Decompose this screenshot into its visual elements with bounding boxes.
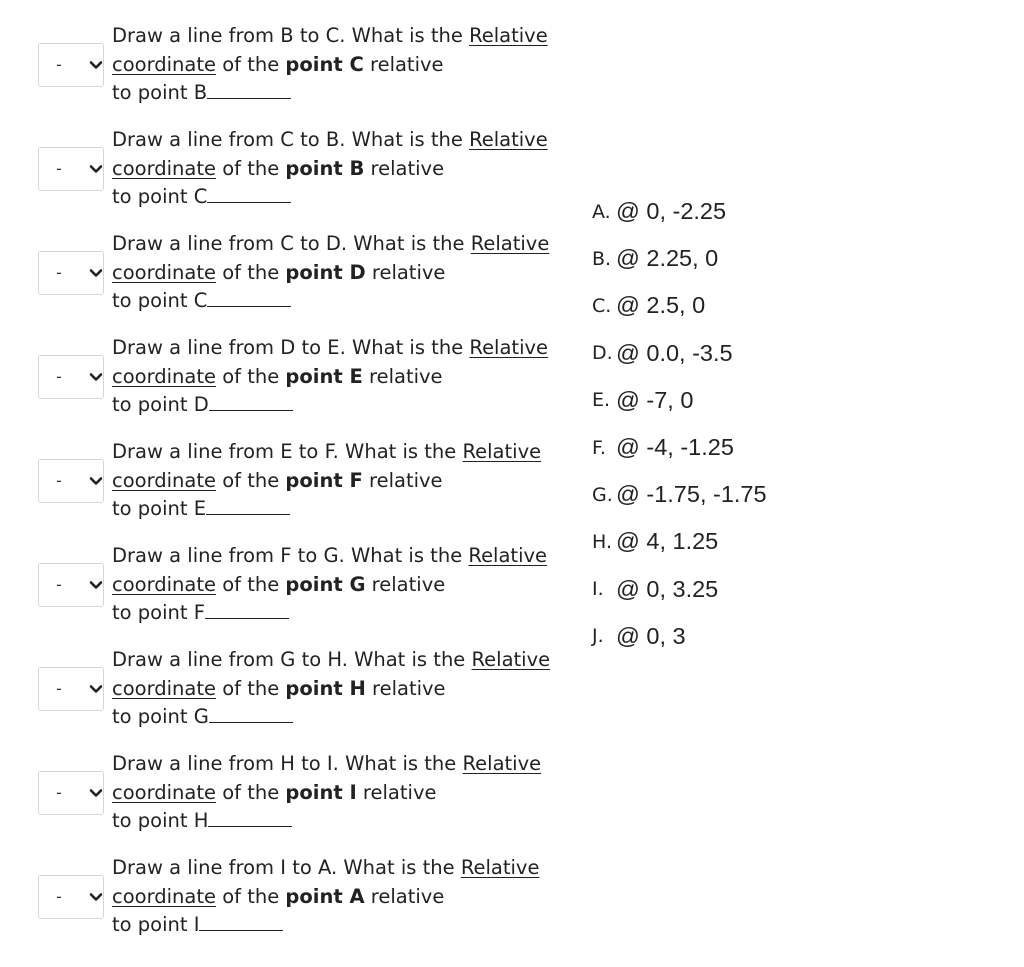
option-value: @ 2.25, 0: [616, 245, 719, 272]
reference-point: D: [193, 393, 209, 417]
coordinate-word: coordinate: [112, 364, 217, 388]
answer-option: [592, 188, 767, 235]
option-letter: B.: [592, 247, 612, 270]
coordinate-word: coordinate: [112, 884, 217, 908]
line-to-point: B: [325, 128, 340, 152]
question-line-1: Draw a line from E to F. What is the Relative: [112, 440, 542, 464]
question-line-2: coordinate of the point A relative: [112, 884, 445, 908]
question-line-2: coordinate of the point I relative: [112, 780, 437, 804]
answer-option: [592, 613, 767, 660]
question-text: [112, 750, 541, 836]
question-line-2: coordinate of the point F relative: [112, 468, 443, 492]
option-letter: A.: [592, 200, 611, 223]
question-list: [38, 13, 550, 949]
question-text: [112, 230, 549, 316]
question-row: [38, 13, 550, 117]
line-from-point: C: [280, 232, 294, 256]
coordinate-word: coordinate: [112, 52, 217, 76]
option-value: @ 4, 1.25: [616, 528, 719, 555]
target-point: point E: [285, 364, 363, 388]
chevron-down-icon: [89, 474, 103, 488]
answer-select-value: -: [56, 783, 62, 802]
option-letter: D.: [592, 342, 613, 365]
relative-word: Relative: [462, 752, 542, 776]
target-point: point B: [285, 156, 365, 180]
answer-select[interactable]: [38, 43, 104, 87]
question-line-1: Draw a line from G to H. What is the Relative: [112, 648, 551, 672]
answer-blank: [199, 929, 283, 931]
answer-option: [592, 282, 767, 329]
question-line-2: coordinate of the point C relative: [112, 52, 444, 76]
answer-option: [592, 377, 767, 424]
target-point: point F: [285, 468, 363, 492]
answer-select-value: -: [56, 263, 62, 282]
answer-select[interactable]: [38, 875, 104, 919]
chevron-down-icon: [89, 682, 103, 696]
relative-word: Relative: [468, 544, 548, 568]
question-text: [112, 438, 541, 524]
relative-word: Relative: [462, 440, 542, 464]
question-row: [38, 845, 550, 949]
line-from-point: H: [280, 752, 295, 776]
line-from-point: G: [280, 648, 296, 672]
line-from-point: I: [280, 856, 287, 880]
option-value: @ -1.75, -1.75: [616, 481, 767, 508]
line-to-point: E: [327, 336, 340, 360]
reference-point: C: [193, 185, 208, 209]
line-to-point: A: [318, 856, 331, 880]
reference-point: F: [193, 601, 205, 625]
answer-option: [592, 424, 767, 471]
option-letter: G.: [592, 483, 613, 506]
chevron-down-icon: [89, 786, 103, 800]
question-line-2: coordinate of the point E relative: [112, 364, 443, 388]
question-row: [38, 533, 550, 637]
question-line-3: to point G: [112, 703, 550, 732]
relative-word: Relative: [460, 856, 540, 880]
chevron-down-icon: [89, 162, 103, 176]
relative-word: Relative: [471, 648, 551, 672]
coordinate-word: coordinate: [112, 260, 217, 284]
chevron-down-icon: [89, 890, 103, 904]
reference-point: I: [193, 913, 200, 937]
reference-point: B: [193, 81, 208, 105]
answer-select-value: -: [56, 471, 62, 490]
question-text: [112, 334, 548, 420]
relative-word: Relative: [469, 128, 548, 152]
question-line-3: to point C: [112, 183, 548, 212]
option-letter: I.: [592, 578, 604, 601]
chevron-down-icon: [89, 370, 103, 384]
target-point: point G: [285, 572, 366, 596]
question-line-2: coordinate of the point D relative: [112, 260, 446, 284]
question-line-1: Draw a line from F to G. What is the Relative: [112, 544, 548, 568]
answer-blank: [209, 409, 293, 411]
question-line-1: Draw a line from C to B. What is the Relative: [112, 128, 548, 152]
answer-select-value: -: [56, 55, 62, 74]
line-to-point: C: [325, 24, 340, 48]
option-letter: E.: [592, 389, 611, 412]
answer-select[interactable]: [38, 459, 104, 503]
question-line-1: Draw a line from D to E. What is the Relative: [112, 336, 549, 360]
answer-select[interactable]: [38, 771, 104, 815]
line-from-point: E: [280, 440, 293, 464]
answer-blank: [205, 617, 289, 619]
question-line-2: coordinate of the point B relative: [112, 156, 445, 180]
answer-select-value: -: [56, 887, 62, 906]
question-row: [38, 637, 550, 741]
answer-select-value: -: [56, 367, 62, 386]
answer-option: [592, 518, 767, 565]
coordinate-word: coordinate: [112, 780, 217, 804]
answer-select-value: -: [56, 679, 62, 698]
answer-blank: [208, 825, 292, 827]
answer-blank: [207, 201, 291, 203]
question-line-1: Draw a line from C to D. What is the Relative: [112, 232, 550, 256]
question-text: [112, 854, 539, 940]
target-point: point H: [285, 676, 366, 700]
reference-point: G: [193, 705, 209, 729]
option-value: @ -4, -1.25: [616, 434, 734, 461]
option-value: @ -7, 0: [616, 386, 694, 413]
answer-option: [592, 235, 767, 282]
answer-select-value: -: [56, 575, 62, 594]
question-line-3: to point I: [112, 911, 539, 940]
question-text: [112, 126, 548, 212]
line-to-point: F: [324, 440, 333, 464]
line-from-point: B: [280, 24, 294, 48]
chevron-down-icon: [89, 58, 103, 72]
answer-blank: [207, 305, 291, 307]
option-letter: J.: [592, 625, 604, 648]
answer-select[interactable]: [38, 563, 104, 607]
line-to-point: D: [325, 232, 341, 256]
question-line-3: to point E: [112, 495, 541, 524]
answer-blank: [209, 721, 293, 723]
question-text: [112, 646, 550, 732]
question-text: [112, 22, 548, 108]
line-from-point: F: [280, 544, 292, 568]
line-to-point: H: [327, 648, 342, 672]
question-line-1: Draw a line from H to I. What is the Relative: [112, 752, 542, 776]
question-line-3: to point H: [112, 807, 541, 836]
question-row: [38, 429, 550, 533]
answer-select-value: -: [56, 159, 62, 178]
question-line-2: coordinate of the point H relative: [112, 676, 446, 700]
line-from-point: C: [280, 128, 294, 152]
option-value: @ 2.5, 0: [616, 292, 706, 319]
question-line-3: to point D: [112, 391, 548, 420]
question-line-3: to point C: [112, 287, 549, 316]
coordinate-word: coordinate: [112, 156, 217, 180]
target-point: point I: [285, 780, 357, 804]
chevron-down-icon: [89, 578, 103, 592]
relative-word: Relative: [470, 232, 550, 256]
target-point: point D: [285, 260, 366, 284]
line-from-point: D: [280, 336, 296, 360]
question-line-1: Draw a line from I to A. What is the Relative: [112, 856, 540, 880]
relative-word: Relative: [469, 336, 549, 360]
option-letter: F.: [592, 436, 606, 459]
question-line-3: to point B: [112, 79, 548, 108]
option-value: @ 0, 3.25: [616, 575, 719, 602]
chevron-down-icon: [89, 266, 103, 280]
question-row: [38, 117, 550, 221]
question-line-2: coordinate of the point G relative: [112, 572, 446, 596]
target-point: point C: [285, 52, 364, 76]
answer-option: [592, 330, 767, 377]
question-text: [112, 542, 547, 628]
option-letter: H.: [592, 530, 612, 553]
answer-options-list: [592, 188, 767, 660]
answer-option: [592, 566, 767, 613]
coordinate-word: coordinate: [112, 676, 217, 700]
line-to-point: I: [326, 752, 333, 776]
question-line-3: to point F: [112, 599, 547, 628]
answer-select[interactable]: [38, 251, 104, 295]
answer-select[interactable]: [38, 147, 104, 191]
question-line-1: Draw a line from B to C. What is the Relative: [112, 24, 548, 48]
option-letter: C.: [592, 294, 612, 317]
target-point: point A: [285, 884, 365, 908]
answer-select[interactable]: [38, 355, 104, 399]
option-value: @ 0.0, -3.5: [616, 339, 733, 366]
reference-point: E: [193, 497, 207, 521]
option-value: @ 0, -2.25: [616, 198, 727, 225]
answer-blank: [207, 97, 291, 99]
question-row: [38, 221, 550, 325]
option-value: @ 0, 3: [616, 622, 686, 649]
reference-point: C: [193, 289, 208, 313]
line-to-point: G: [323, 544, 339, 568]
question-row: [38, 741, 550, 845]
relative-word: Relative: [469, 24, 548, 48]
coordinate-word: coordinate: [112, 468, 217, 492]
answer-option: [592, 471, 767, 518]
answer-blank: [206, 513, 290, 515]
answer-select[interactable]: [38, 667, 104, 711]
reference-point: H: [193, 809, 209, 833]
coordinate-word: coordinate: [112, 572, 217, 596]
question-row: [38, 325, 550, 429]
